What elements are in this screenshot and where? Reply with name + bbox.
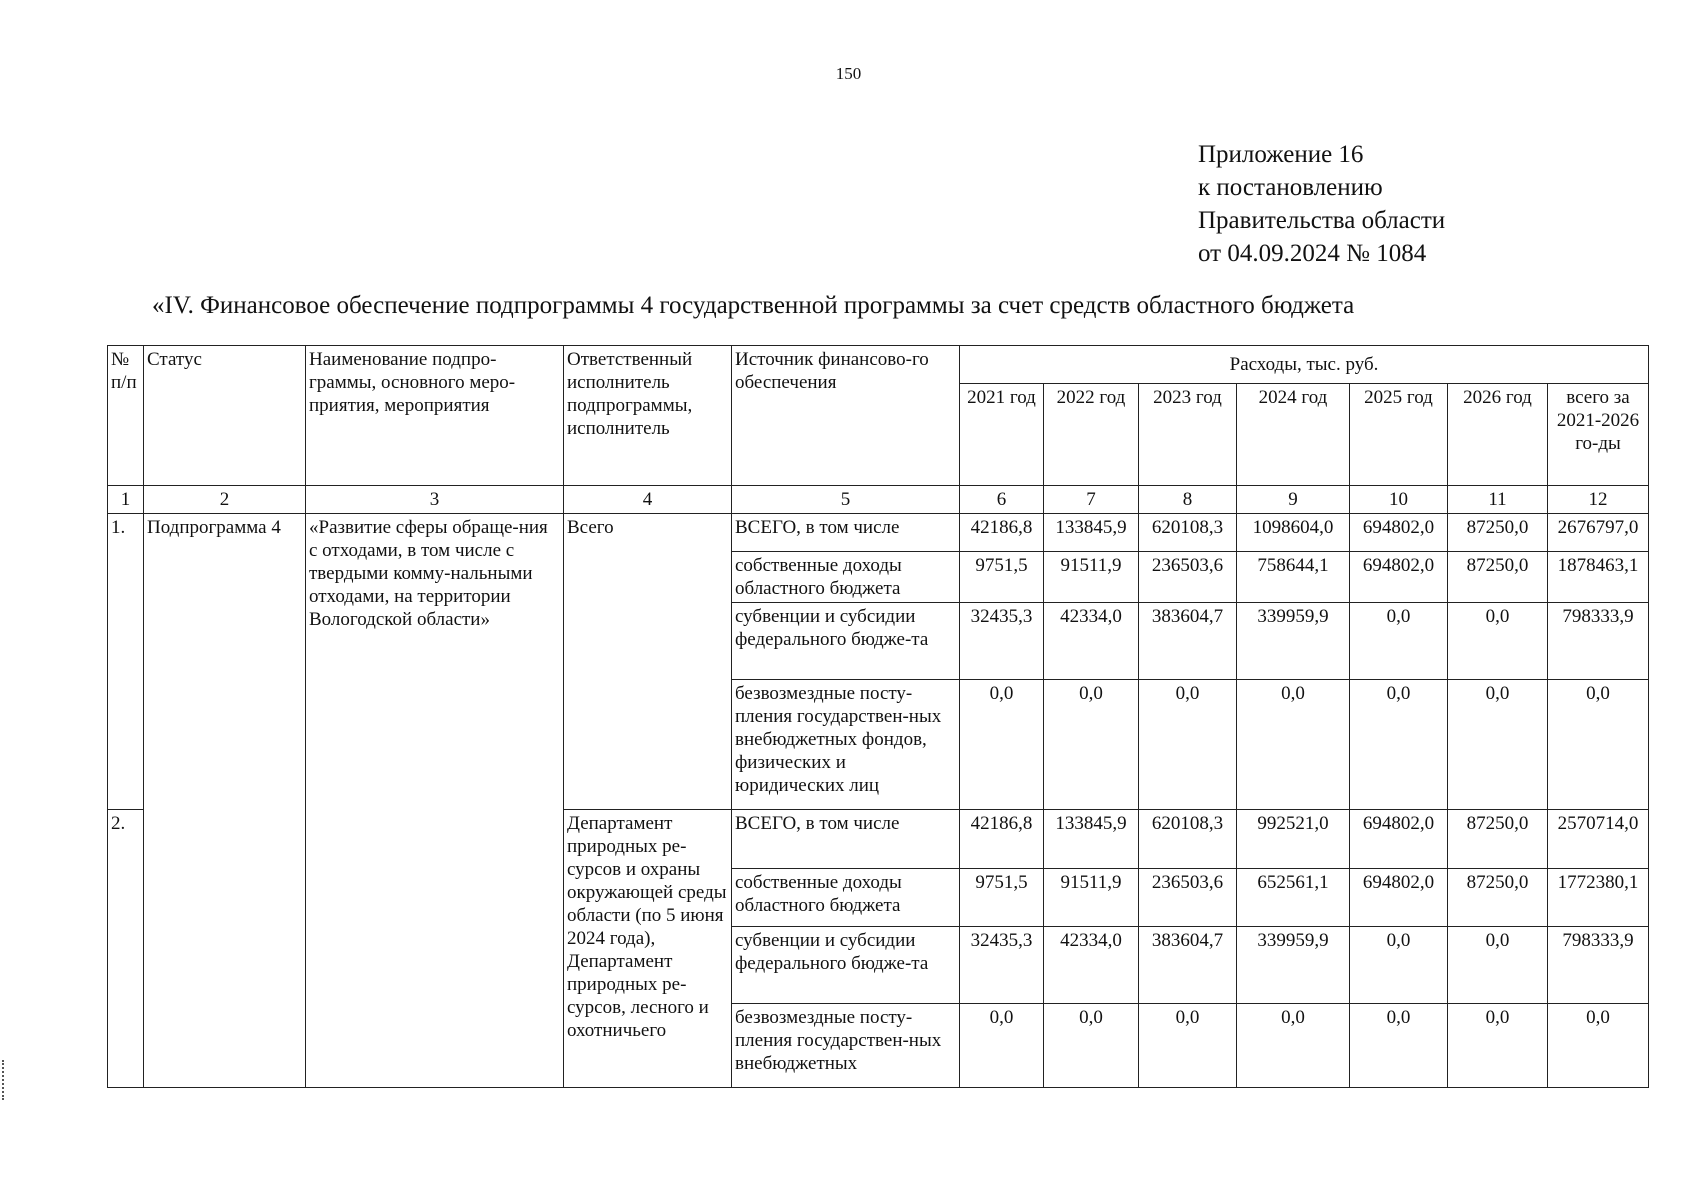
appendix-line-2: к постановлению — [1198, 174, 1383, 201]
value-cell: 0,0 — [1448, 1004, 1548, 1088]
column-number: 10 — [1350, 486, 1448, 514]
header-year-2021: 2021 год — [960, 384, 1044, 486]
value-cell: 2676797,0 — [1548, 514, 1649, 552]
header-total: всего за 2021-2026 го-ды — [1548, 384, 1649, 486]
column-number: 5 — [732, 486, 960, 514]
row-executor: Всего — [564, 514, 732, 810]
value-cell: 0,0 — [1448, 603, 1548, 680]
column-number: 7 — [1044, 486, 1139, 514]
row-num: 1. — [108, 514, 144, 810]
source-cell: безвозмездные посту-пления государствен-ных внебюджетных фондов, физических и юридических лиц — [732, 680, 960, 810]
value-cell: 0,0 — [1044, 1004, 1139, 1088]
value-cell: 236503,6 — [1139, 869, 1237, 927]
financing-table — [107, 345, 1649, 1088]
value-cell: 798333,9 — [1548, 603, 1649, 680]
scan-edge-marks — [2, 1060, 6, 1100]
value-cell: 32435,3 — [960, 603, 1044, 680]
page-number: 150 — [835, 64, 862, 83]
value-cell: 0,0 — [1237, 1004, 1350, 1088]
appendix-line-1: Приложение 16 — [1198, 141, 1364, 168]
header-source: Источник финансово-го обеспечения — [732, 346, 960, 486]
value-cell: 620108,3 — [1139, 514, 1237, 552]
value-cell: 32435,3 — [960, 927, 1044, 1004]
column-number: 2 — [144, 486, 306, 514]
value-cell: 42334,0 — [1044, 927, 1139, 1004]
source-cell: субвенции и субсидии федерального бюдже-та — [732, 603, 960, 680]
value-cell: 9751,5 — [960, 552, 1044, 603]
header-year-2025: 2025 год — [1350, 384, 1448, 486]
column-number: 9 — [1237, 486, 1350, 514]
header-year-2026: 2026 год — [1448, 384, 1548, 486]
value-cell: 992521,0 — [1237, 810, 1350, 869]
value-cell: 0,0 — [1448, 927, 1548, 1004]
header-status: Статус — [144, 346, 306, 486]
source-cell: собственные доходы областного бюджета — [732, 869, 960, 927]
value-cell: 87250,0 — [1448, 869, 1548, 927]
header-num: № п/п — [108, 346, 144, 486]
value-cell: 0,0 — [1350, 680, 1448, 810]
row-num: 2. — [108, 810, 144, 1088]
row-name: «Развитие сферы обраще-ния с отходами, в том числе с твердыми комму-нальными отходами, на территории Вологодской области» — [306, 514, 564, 1088]
column-number: 11 — [1448, 486, 1548, 514]
column-number: 12 — [1548, 486, 1649, 514]
value-cell: 42186,8 — [960, 810, 1044, 869]
value-cell: 620108,3 — [1139, 810, 1237, 869]
value-cell: 798333,9 — [1548, 927, 1649, 1004]
value-cell: 0,0 — [960, 680, 1044, 810]
value-cell: 91511,9 — [1044, 552, 1139, 603]
value-cell: 758644,1 — [1237, 552, 1350, 603]
value-cell: 0,0 — [1139, 1004, 1237, 1088]
value-cell: 383604,7 — [1139, 927, 1237, 1004]
value-cell: 1878463,1 — [1548, 552, 1649, 603]
value-cell: 0,0 — [1139, 680, 1237, 810]
value-cell: 0,0 — [1350, 927, 1448, 1004]
table-row — [108, 514, 1649, 552]
value-cell: 133845,9 — [1044, 514, 1139, 552]
value-cell: 652561,1 — [1237, 869, 1350, 927]
appendix-line-4: от 04.09.2024 № 1084 — [1198, 240, 1427, 267]
column-number: 8 — [1139, 486, 1237, 514]
value-cell: 694802,0 — [1350, 810, 1448, 869]
header-name: Наименование подпро-граммы, основного меро-приятия, мероприятия — [306, 346, 564, 486]
row-status: Подпрограмма 4 — [144, 514, 306, 1088]
value-cell: 0,0 — [1237, 680, 1350, 810]
source-cell: собственные доходы областного бюджета — [732, 552, 960, 603]
value-cell: 9751,5 — [960, 869, 1044, 927]
appendix-block — [1198, 138, 1445, 270]
source-cell: безвозмездные посту-пления государствен-ных внебюджетных — [732, 1004, 960, 1088]
value-cell: 42334,0 — [1044, 603, 1139, 680]
value-cell: 383604,7 — [1139, 603, 1237, 680]
value-cell: 0,0 — [1448, 680, 1548, 810]
value-cell: 339959,9 — [1237, 603, 1350, 680]
value-cell: 339959,9 — [1237, 927, 1350, 1004]
value-cell: 694802,0 — [1350, 869, 1448, 927]
value-cell: 0,0 — [1548, 680, 1649, 810]
appendix-line-3: Правительства области — [1198, 207, 1446, 234]
source-cell: ВСЕГО, в том числе — [732, 514, 960, 552]
header-expenses: Расходы, тыс. руб. — [960, 346, 1649, 384]
column-number: 4 — [564, 486, 732, 514]
column-number: 3 — [306, 486, 564, 514]
value-cell: 236503,6 — [1139, 552, 1237, 603]
value-cell: 694802,0 — [1350, 514, 1448, 552]
value-cell: 0,0 — [1350, 603, 1448, 680]
value-cell: 0,0 — [1350, 1004, 1448, 1088]
value-cell: 2570714,0 — [1548, 810, 1649, 869]
value-cell: 694802,0 — [1350, 552, 1448, 603]
column-number: 6 — [960, 486, 1044, 514]
document-title: «IV. Финансовое обеспечение подпрограммы 4 государственной программы за счет средств областного бюджета — [152, 292, 1355, 319]
value-cell: 91511,9 — [1044, 869, 1139, 927]
value-cell: 133845,9 — [1044, 810, 1139, 869]
source-cell: ВСЕГО, в том числе — [732, 810, 960, 869]
value-cell: 87250,0 — [1448, 514, 1548, 552]
header-year-2024: 2024 год — [1237, 384, 1350, 486]
value-cell: 1772380,1 — [1548, 869, 1649, 927]
source-cell: субвенции и субсидии федерального бюдже-та — [732, 927, 960, 1004]
header-year-2022: 2022 год — [1044, 384, 1139, 486]
value-cell: 87250,0 — [1448, 552, 1548, 603]
value-cell: 0,0 — [1548, 1004, 1649, 1088]
header-executor: Ответственный исполнитель подпрограммы, исполнитель — [564, 346, 732, 486]
row-executor: Департамент природных ре-сурсов и охраны окружающей среды области (по 5 июня 2024 года), Департамент природных ре-сурсов, лесного и охотничьего — [564, 810, 732, 1088]
value-cell: 0,0 — [960, 1004, 1044, 1088]
value-cell: 1098604,0 — [1237, 514, 1350, 552]
value-cell: 0,0 — [1044, 680, 1139, 810]
value-cell: 42186,8 — [960, 514, 1044, 552]
value-cell: 87250,0 — [1448, 810, 1548, 869]
header-year-2023: 2023 год — [1139, 384, 1237, 486]
column-number: 1 — [108, 486, 144, 514]
